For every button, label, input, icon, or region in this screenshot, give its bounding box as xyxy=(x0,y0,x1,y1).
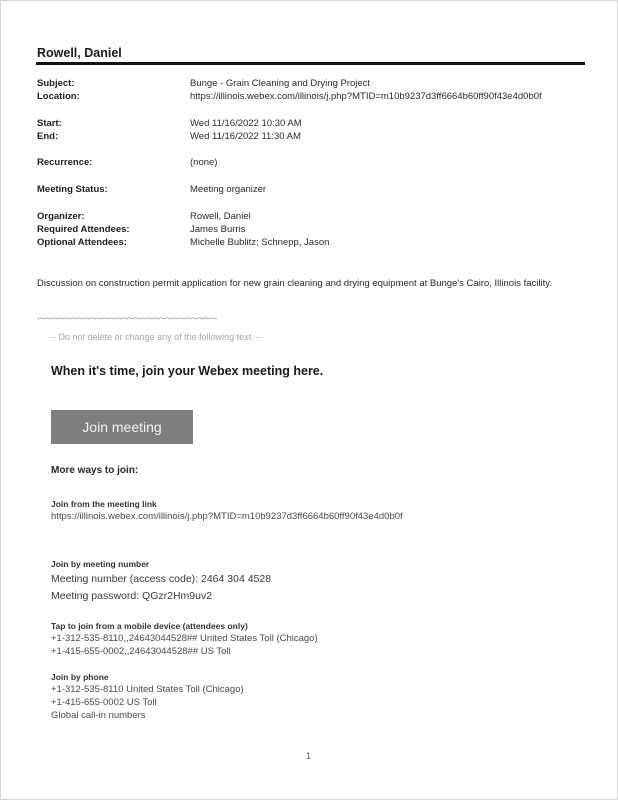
organizer-value: Rowell, Daniel xyxy=(190,211,251,222)
required-attendees-label: Required Attendees: xyxy=(37,224,130,235)
join-meeting-button[interactable]: Join meeting xyxy=(51,410,193,444)
optional-attendees-label: Optional Attendees: xyxy=(37,237,127,248)
organizer-label: Organizer: xyxy=(37,211,85,222)
global-call-in-link[interactable]: Global call-in numbers xyxy=(51,710,146,721)
phone-number-1: +1-312-535-8110 United States Toll (Chicago) xyxy=(51,684,244,695)
start-value: Wed 11/16/2022 10:30 AM xyxy=(190,118,302,129)
meeting-number-title: Join by meeting number xyxy=(51,559,150,569)
mobile-dial-link-2[interactable]: +1-415-655-0002,,24643044528## US Toll xyxy=(51,646,231,657)
meeting-password: Meeting password: QGzr2Hm9uv2 xyxy=(51,590,213,602)
recurrence-label: Recurrence: xyxy=(37,157,93,168)
header-rule xyxy=(36,62,585,65)
more-ways-heading: More ways to join: xyxy=(51,465,139,476)
meeting-description: Discussion on construction permit application for new grain cleaning and drying equipment at Bunge's Cairo, Illinois facility. xyxy=(37,278,552,289)
meeting-number: Meeting number (access code): 2464 304 4528 xyxy=(51,573,272,585)
meeting-link-url xyxy=(51,511,403,522)
subject-value: Bunge - Grain Cleaning and Drying Project xyxy=(190,78,371,89)
required-attendees-value: James Burris xyxy=(190,224,246,235)
status-label: Meeting Status: xyxy=(37,184,108,195)
mobile-dial-1 xyxy=(51,633,318,644)
mobile-dial-2 xyxy=(51,646,231,657)
recurrence-value: (none) xyxy=(190,157,218,168)
page-number: 1 xyxy=(306,751,312,761)
start-label: Start: xyxy=(37,118,62,129)
mobile-dial-link-1[interactable]: +1-312-535-8110,,24643044528## United States Toll (Chicago) xyxy=(51,633,318,644)
webex-heading: When it's time, join your Webex meeting here. xyxy=(51,364,324,378)
subject-label: Subject: xyxy=(37,78,75,89)
end-label: End: xyxy=(37,131,59,142)
optional-attendees-value: Michelle Bublitz; Schnepp, Jason xyxy=(190,237,330,248)
phone-join-title: Join by phone xyxy=(51,672,109,682)
mobile-join-title: Tap to join from a mobile device (attendees only) xyxy=(51,621,248,631)
meeting-link[interactable]: https://illinois.webex.com/illinois/j.php?MTID=m10b9237d3ff6664b60ff90f43e4d0b0f xyxy=(51,511,403,522)
author-name: Rowell, Daniel xyxy=(37,46,122,60)
phone-number-2: +1-415-655-0002 US Toll xyxy=(51,697,157,708)
location-value[interactable]: https://illinois.webex.com/illinois/j.php?MTID=m10b9237d3ff6664b60ff90f43e4d0b0f xyxy=(190,91,542,102)
location-label: Location: xyxy=(37,91,80,102)
do-not-delete-notice: -- Do not delete or change any of the following text. -- xyxy=(50,332,263,342)
meeting-link-title: Join from the meeting link xyxy=(51,499,157,509)
end-value: Wed 11/16/2022 11:30 AM xyxy=(190,131,301,142)
global-call-in-numbers xyxy=(51,710,146,721)
status-value: Meeting organizer xyxy=(190,184,267,195)
separator-line: -~-~-~-~-~-~-~-~-~-~-~-~-~-~-~-~-~-~-~-~-~-~-~-~-~-~-~-~- xyxy=(37,314,217,323)
